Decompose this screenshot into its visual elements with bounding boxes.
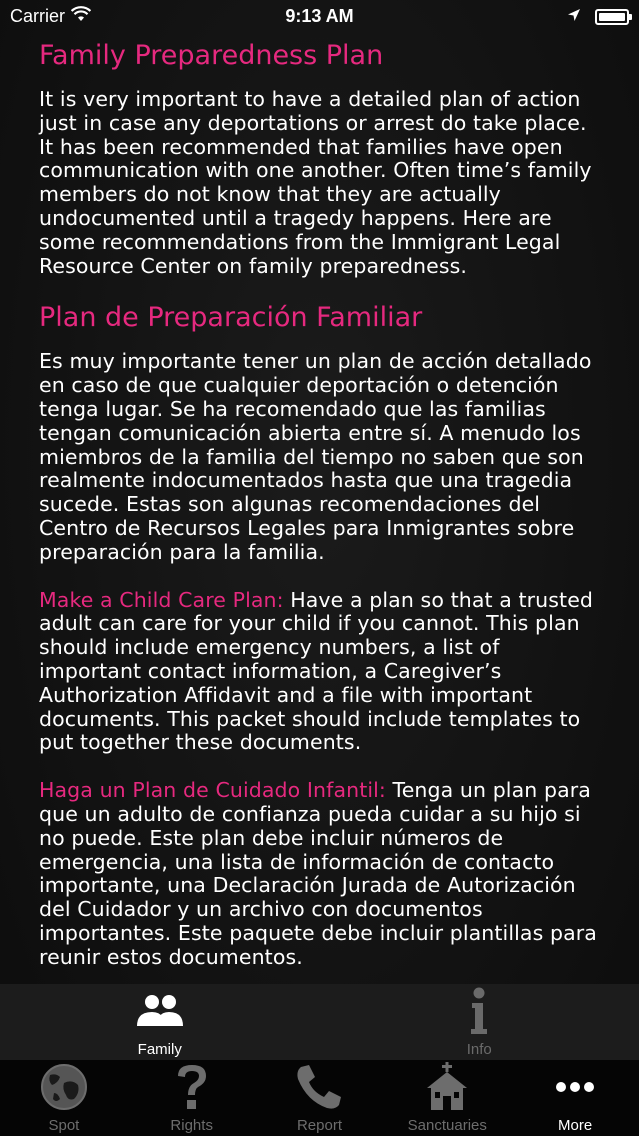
tab-rights-label: Rights — [170, 1117, 213, 1134]
tab-report-label: Report — [296, 1117, 342, 1134]
paragraph-english: It is very important to have a detailed plan of action just in case any deportations or arrest do take place. It has been recommended that families have open communication with one another. Often time’s family members do not know that they are actually undocumented until a tragedy happens. Here are some recommendations from the Immigrant Legal Resource Center on family preparedness. — [39, 87, 592, 278]
heading-spanish: Plan de Preparación Familiar — [39, 302, 423, 334]
tab-info-label: Info — [466, 1041, 492, 1058]
childcare-body-spanish: Tenga un plan para que un adulto de confianza pueda cuidar a su hijo si no puede. Este plan debe incluir números de emergencia, una lista de información de contacto importante, una Declaración Jurada de Autorización del Cuidador y un archivo con documentos importantes. Este paquete debe incluir plantillas para reunir estos documentos. — [39, 778, 597, 969]
tab-family[interactable] — [0, 984, 320, 1060]
childcare-lead-spanish: Haga un Plan de Cuidado Infantil: — [39, 778, 386, 803]
childcare-body-english: Have a plan so that a trusted adult can care for your child if you cannot. This plan should include emergency numbers, a list of important contact information, a Caregiver’s Authorization Affidavit and a file with important documents. This packet should include templates to put together these documents. — [39, 587, 594, 755]
tab-spot-label: Spot — [48, 1117, 80, 1134]
childcare-paragraph-english — [39, 589, 601, 756]
inner-tab-bar — [0, 984, 639, 1060]
battery-icon — [595, 9, 629, 25]
tab-spot[interactable] — [0, 1060, 128, 1136]
church-icon — [423, 1060, 471, 1113]
tab-more-label: More — [557, 1117, 593, 1134]
tab-sanctuaries[interactable] — [383, 1060, 511, 1136]
main-tab-bar — [0, 1060, 639, 1136]
childcare-paragraph-spanish — [39, 779, 601, 969]
globe-icon — [40, 1060, 88, 1113]
tab-more[interactable] — [511, 1060, 639, 1136]
location-arrow-icon — [567, 6, 581, 27]
childcare-lead-english: Make a Child Care Plan: — [39, 587, 284, 612]
status-bar — [0, 0, 639, 34]
people-icon — [136, 987, 184, 1035]
question-icon — [175, 1060, 209, 1113]
tab-rights[interactable] — [128, 1060, 256, 1136]
heading-english: Family Preparedness Plan — [39, 40, 384, 71]
paragraph-spanish: Es muy importante tener un plan de acción detallado en caso de que cualquier deportación o detención tenga lugar. Se ha recomendado que las familias tengan comunicación abierta entre sí. A menudo los miembros de la familia del tiempo no saben que son realmente indocumentados hasta que una tragedia sucede. Estas son algunas recomendaciones del Centro de Recursos Legales para Inmigrantes sobre preparación para la familia. — [39, 349, 592, 564]
tab-sanctuaries-label: Sanctuaries — [407, 1117, 487, 1134]
more-icon — [555, 1060, 595, 1113]
status-time: 9:13 AM — [285, 6, 354, 26]
tab-info[interactable] — [320, 984, 639, 1060]
content-scroll[interactable] — [0, 34, 639, 984]
tab-family-label: Family — [137, 1041, 182, 1058]
phone-icon — [295, 1060, 343, 1113]
tab-report[interactable] — [256, 1060, 384, 1136]
carrier-label: Carrier — [10, 6, 66, 26]
info-icon — [469, 987, 489, 1035]
status-right — [567, 6, 629, 27]
